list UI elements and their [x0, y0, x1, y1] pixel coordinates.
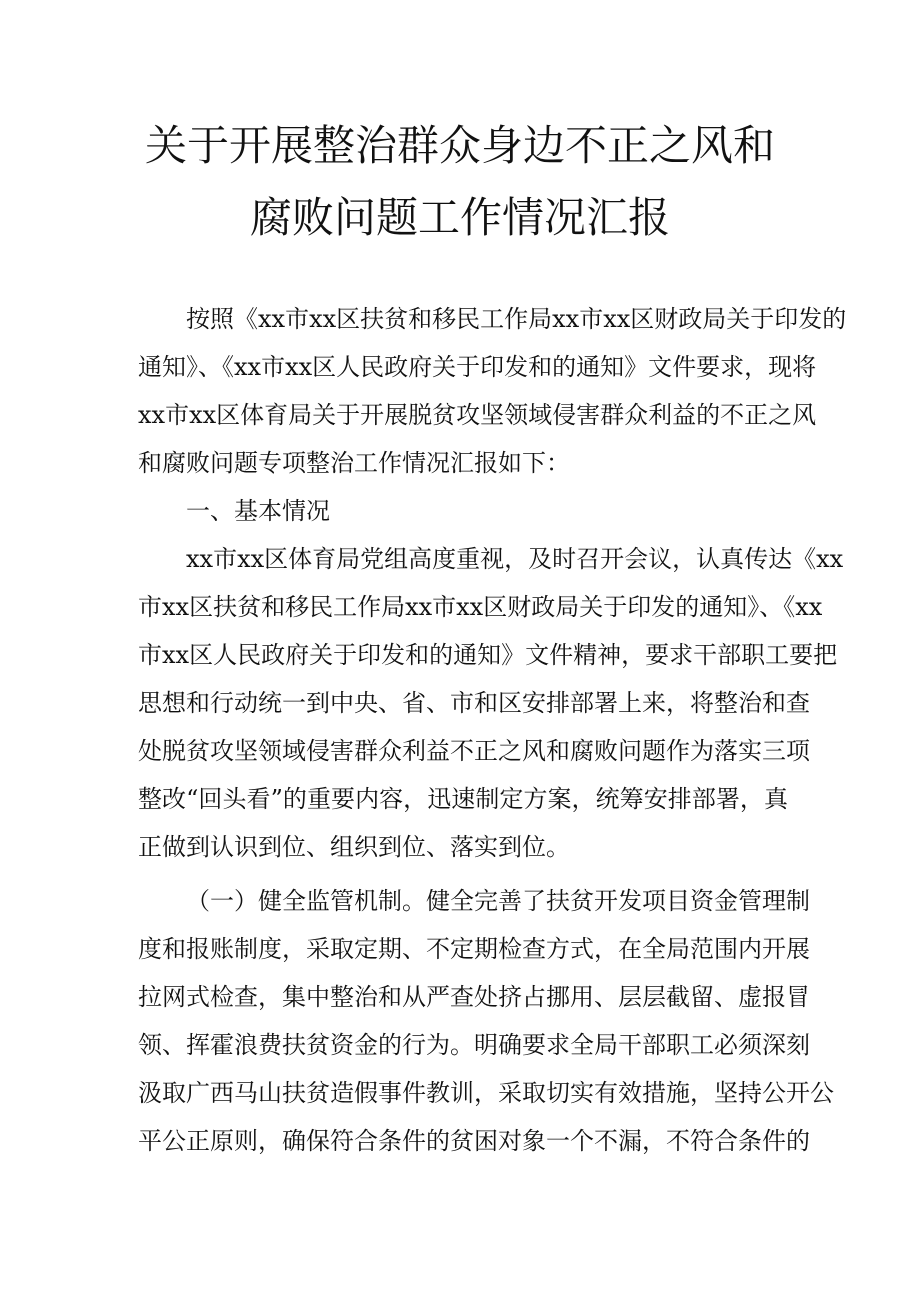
paragraph-3-line-1: （一）健全监管机制。健全完善了扶贫开发项目资金管理制	[186, 887, 810, 915]
section-heading-basic-situation: 一、基本情况	[186, 497, 330, 525]
paragraph-3-line-5: 汲取广西马山扶贫造假事件教训，采取切实有效措施，坚持公开公	[138, 1079, 834, 1107]
paragraph-3-line-3: 拉网式检查，集中整治和从严查处挤占挪用、层层截留、虚报冒	[138, 983, 810, 1011]
paragraph-1-line-4: 和腐败问题专项整治工作情况汇报如下：	[138, 449, 570, 477]
paragraph-3-line-6: 平公正原则，确保符合条件的贫困对象一个不漏，不符合条件的	[138, 1127, 810, 1155]
paragraph-2-line-1: xx市xx区体育局党组高度重视，及时召开会议，认真传达《xx	[186, 545, 844, 573]
document-body	[138, 295, 847, 1195]
paragraph-2-line-7: 正做到认识到位、组织到位、落实到位。	[138, 833, 570, 861]
paragraph-3-line-4: 领、挥霍浪费扶贫资金的行为。明确要求全局干部职工必须深刻	[138, 1031, 810, 1059]
paragraph-1-line-3: xx市xx区体育局关于开展脱贫攻坚领域侵害群众利益的不正之风	[138, 401, 817, 429]
paragraph-1-line-2: 通知》、《xx市xx区人民政府关于印发和的通知》文件要求，现将	[138, 353, 817, 381]
paragraph-1-line-1: 按照《xx市xx区扶贫和移民工作局xx市xx区财政局关于印发的	[186, 305, 847, 333]
paragraph-2-line-6: 整改“回头看”的重要内容，迅速制定方案，统筹安排部署，真	[138, 785, 788, 813]
paragraph-2-line-2: 市xx区扶贫和移民工作局xx市xx区财政局关于印发的通知》、《xx	[138, 593, 823, 621]
document-title-line-1: 关于开展整治群众身边不正之风和	[144, 121, 775, 170]
paragraph-3-line-2: 度和报账制度，采取定期、不定期检查方式，在全局范围内开展	[138, 935, 810, 963]
paragraph-2-line-3: 市xx区人民政府关于印发和的通知》文件精神，要求干部职工要把	[138, 641, 838, 669]
document-title-line-2: 腐败问题工作情况汇报	[249, 193, 670, 242]
paragraph-2-line-5: 处脱贫攻坚领域侵害群众利益不正之风和腐败问题作为落实三项	[138, 737, 810, 765]
paragraph-2-line-4: 思想和行动统一到中央、省、市和区安排部署上来，将整治和查	[138, 689, 810, 717]
